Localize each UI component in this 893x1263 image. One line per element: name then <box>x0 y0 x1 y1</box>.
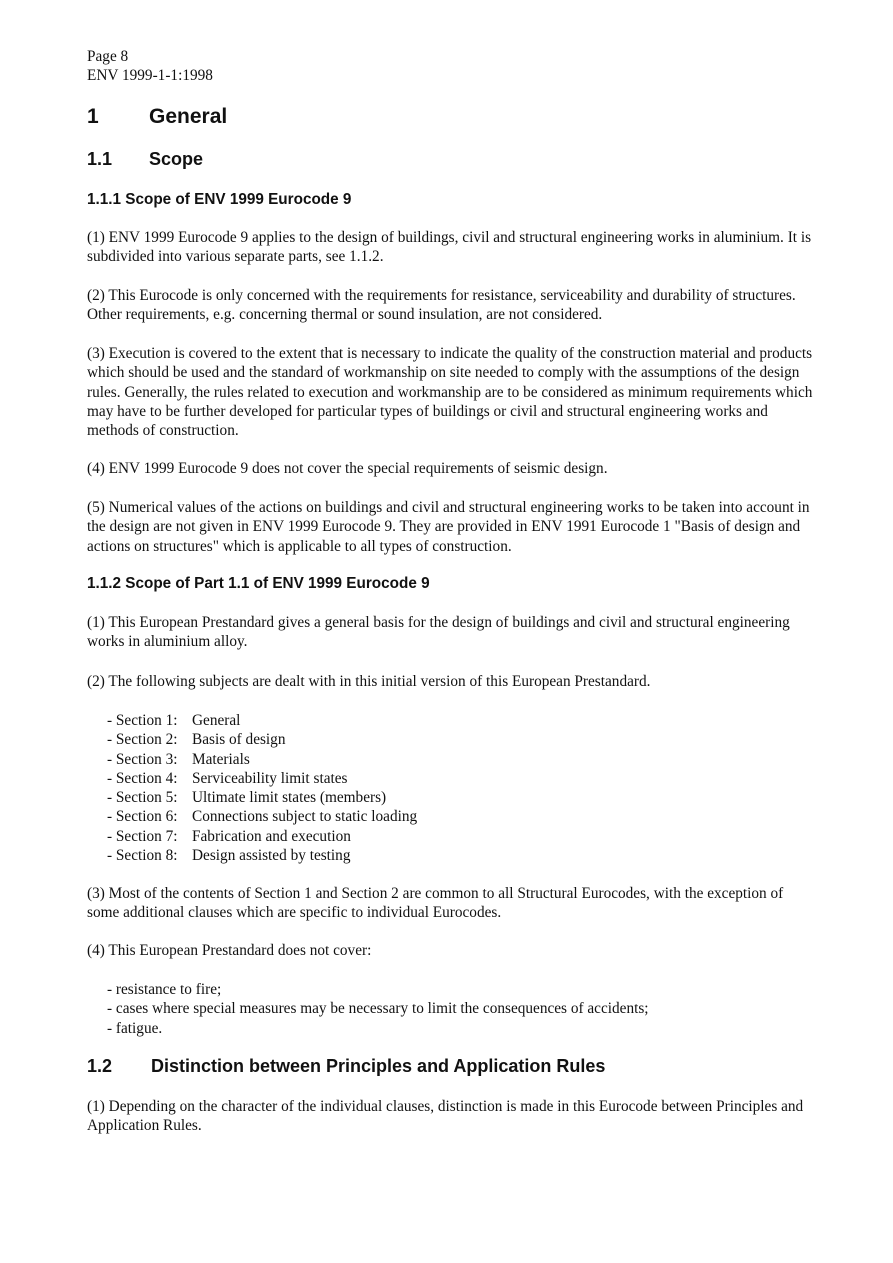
paragraph: (3) Most of the contents of Section 1 and Section 2 are common to all Structural Eurocodes, with the exception of some additional clauses which are specific to individual Eurocodes. <box>87 885 784 922</box>
section-title: Distinction between Principles and Application Rules <box>151 1056 606 1076</box>
paragraph: (2) The following subjects are dealt with in this initial version of this European Prestandard. <box>87 673 651 690</box>
list-item: - Section 8: Design assisted by testing <box>107 847 351 865</box>
list-item: - Section 2: Basis of design <box>107 731 286 749</box>
paragraph: (5) Numerical values of the actions on buildings and civil and structural engineering works to be taken into account in the design are not given in ENV 1999 Eurocode 9. They are provided in ENV 1991 Eurocode 1 "Basis of design and actions on structures" which is applicable to all types of construction. <box>87 499 810 555</box>
page-header <box>87 47 213 86</box>
page-number: Page 8 <box>87 48 129 65</box>
paragraph: (2) This Eurocode is only concerned with the requirements for resistance, serviceability and durability of structures. Other requirements, e.g. concerning thermal or sound insulation, are not considered. <box>87 287 796 324</box>
section-number: 1 <box>87 105 99 128</box>
section-1-1-1-heading: 1.1.1 Scope of ENV 1999 Eurocode 9 <box>87 191 352 208</box>
section-1-1-2-heading: 1.1.2 Scope of Part 1.1 of ENV 1999 Eurocode 9 <box>87 575 430 592</box>
section-title: Scope <box>149 149 204 169</box>
section-list <box>107 711 807 865</box>
paragraph: (1) This European Prestandard gives a general basis for the design of buildings and civil and structural engineering works in aluminium alloy. <box>87 614 790 651</box>
paragraph: (1) Depending on the character of the individual clauses, distinction is made in this Eurocode between Principles and Application Rules. <box>87 1098 804 1135</box>
list-item: - Section 5: Ultimate limit states (members) <box>107 789 387 807</box>
paragraph: (1) ENV 1999 Eurocode 9 applies to the design of buildings, civil and structural engineering works in aluminium. It is subdivided into various separate parts, see 1.1.2. <box>87 229 812 266</box>
list-item: - Section 6: Connections subject to static loading <box>107 808 418 826</box>
section-number: 1.1 <box>87 149 113 169</box>
section-1-1-heading <box>87 148 203 170</box>
section-title: General <box>149 105 228 128</box>
paragraph: (4) This European Prestandard does not cover: <box>87 942 372 959</box>
list-item: - Section 3: Materials <box>107 750 250 768</box>
standard-id: ENV 1999-1-1:1998 <box>87 67 213 85</box>
list-item: - resistance to fire; <box>107 981 222 998</box>
paragraph: (4) ENV 1999 Eurocode 9 does not cover the special requirements of seismic design. <box>87 460 608 477</box>
list-item: - fatigue. <box>107 1019 163 1037</box>
section-1-heading <box>87 105 227 129</box>
list-item: - Section 7: Fabrication and execution <box>107 827 351 845</box>
section-number: 1.2 <box>87 1056 113 1076</box>
exclusion-list <box>107 980 807 1038</box>
section-1-2-heading <box>87 1055 605 1077</box>
list-item: - cases where special measures may be necessary to limit the consequences of accidents; <box>107 1000 649 1018</box>
list-item: - Section 1: General <box>107 712 241 729</box>
paragraph: (3) Execution is covered to the extent that is necessary to indicate the quality of the construction material and products which should be used and the standard of workmanship on site needed to comply with the assumptions of the design rules. Generally, the rules related to execution and workmanship are to be considered as minimum requirements which may have to be further developed for particular types of buildings or civil and structural engineering works and methods of construction. <box>87 345 813 440</box>
list-item: - Section 4: Serviceability limit states <box>107 769 348 787</box>
